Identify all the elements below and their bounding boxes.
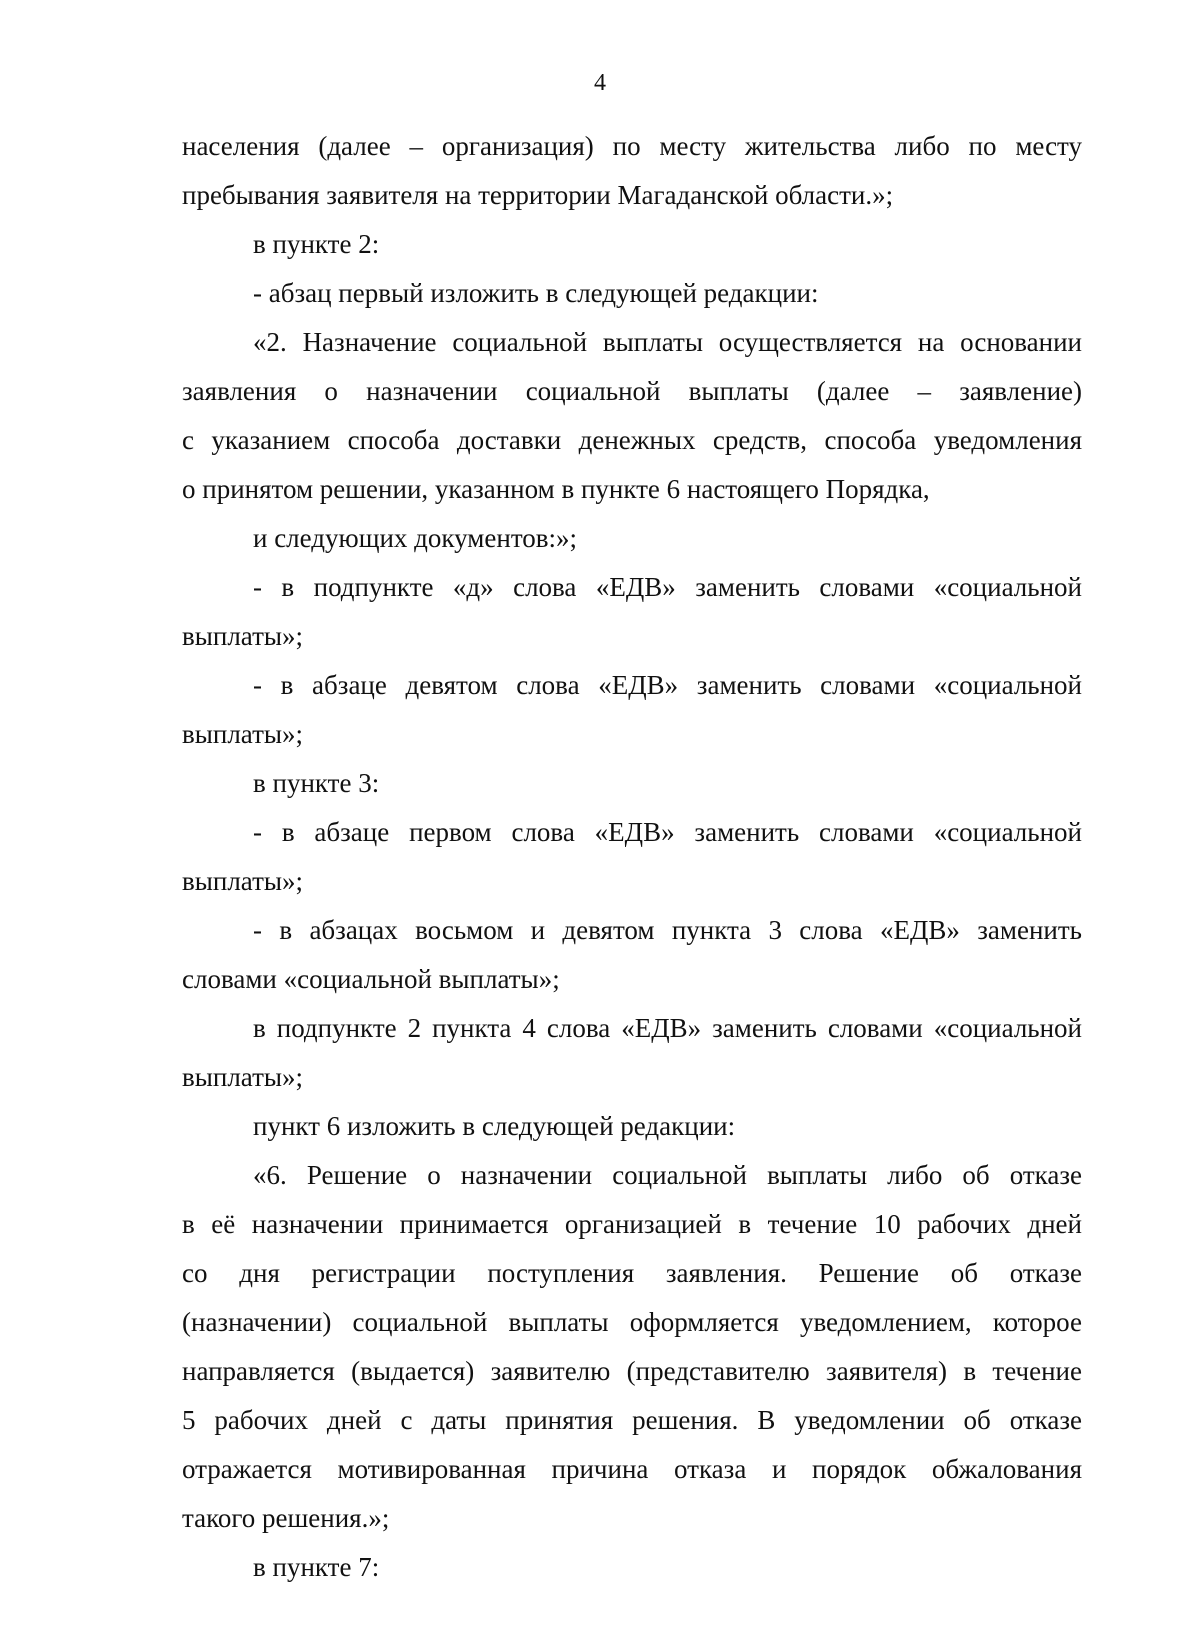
text-line: с указанием способа доставки денежных средств, способа уведомления bbox=[182, 425, 1082, 455]
text-line: направляется (выдается) заявителю (представителю заявителя) в течение bbox=[182, 1356, 1082, 1386]
paragraph bbox=[182, 563, 1082, 661]
paragraph bbox=[182, 220, 1082, 269]
text-line: в её назначении принимается организацией в течение 10 рабочих дней bbox=[182, 1209, 1082, 1239]
text-line: заявления о назначении социальной выплаты (далее – заявление) bbox=[182, 376, 1082, 406]
text-line: выплаты»; bbox=[182, 719, 304, 749]
text-line: «2. Назначение социальной выплаты осуществляется на основании bbox=[253, 327, 1082, 357]
text-line: о принятом решении, указанном в пункте 6 настоящего Порядка, bbox=[182, 474, 930, 504]
paragraph bbox=[182, 1004, 1082, 1102]
text-line: - в абзаце девятом слова «ЕДВ» заменить словами «социальной bbox=[253, 670, 1082, 700]
text-line: «6. Решение о назначении социальной выплаты либо об отказе bbox=[253, 1160, 1082, 1190]
text-line: отражается мотивированная причина отказа и порядок обжалования bbox=[182, 1454, 1082, 1484]
text-line: в пункте 2: bbox=[253, 229, 380, 259]
text-line: со дня регистрации поступления заявления. Решение об отказе bbox=[182, 1258, 1082, 1288]
text-line: и следующих документов:»; bbox=[253, 523, 578, 553]
text-line: в пункте 7: bbox=[253, 1552, 380, 1582]
text-line: словами «социальной выплаты»; bbox=[182, 964, 560, 994]
paragraph bbox=[182, 1151, 1082, 1543]
text-line: 5 рабочих дней с даты принятия решения. В уведомлении об отказе bbox=[182, 1405, 1082, 1435]
text-line: населения (далее – организация) по месту жительства либо по месту bbox=[182, 131, 1082, 161]
text-line: в пункте 3: bbox=[253, 768, 380, 798]
text-line: - в абзаце первом слова «ЕДВ» заменить словами «социальной bbox=[253, 817, 1082, 847]
text-line: выплаты»; bbox=[182, 621, 304, 651]
text-line: выплаты»; bbox=[182, 1062, 304, 1092]
text-line: такого решения.»; bbox=[182, 1503, 390, 1533]
text-line: - абзац первый изложить в следующей редакции: bbox=[253, 278, 819, 308]
paragraph bbox=[182, 906, 1082, 1004]
text-line: - в подпункте «д» слова «ЕДВ» заменить словами «социальной bbox=[253, 572, 1082, 602]
page-number: 4 bbox=[594, 70, 606, 96]
paragraph bbox=[182, 759, 1082, 808]
text-line: пребывания заявителя на территории Магаданской области.»; bbox=[182, 180, 894, 210]
text-line: - в абзацах восьмом и девятом пункта 3 слова «ЕДВ» заменить bbox=[253, 915, 1082, 945]
text-line: выплаты»; bbox=[182, 866, 304, 896]
paragraph bbox=[182, 514, 1082, 563]
paragraph bbox=[182, 1102, 1082, 1151]
text-line: в подпункте 2 пункта 4 слова «ЕДВ» заменить словами «социальной bbox=[253, 1013, 1082, 1043]
text-line: (назначении) социальной выплаты оформляется уведомлением, которое bbox=[182, 1307, 1082, 1337]
paragraph bbox=[182, 661, 1082, 759]
paragraph bbox=[182, 318, 1082, 514]
paragraph bbox=[182, 269, 1082, 318]
paragraph bbox=[182, 1543, 1082, 1592]
paragraph bbox=[182, 122, 1082, 220]
paragraph bbox=[182, 808, 1082, 906]
text-line: пункт 6 изложить в следующей редакции: bbox=[253, 1111, 736, 1141]
document-body bbox=[182, 122, 1082, 1592]
